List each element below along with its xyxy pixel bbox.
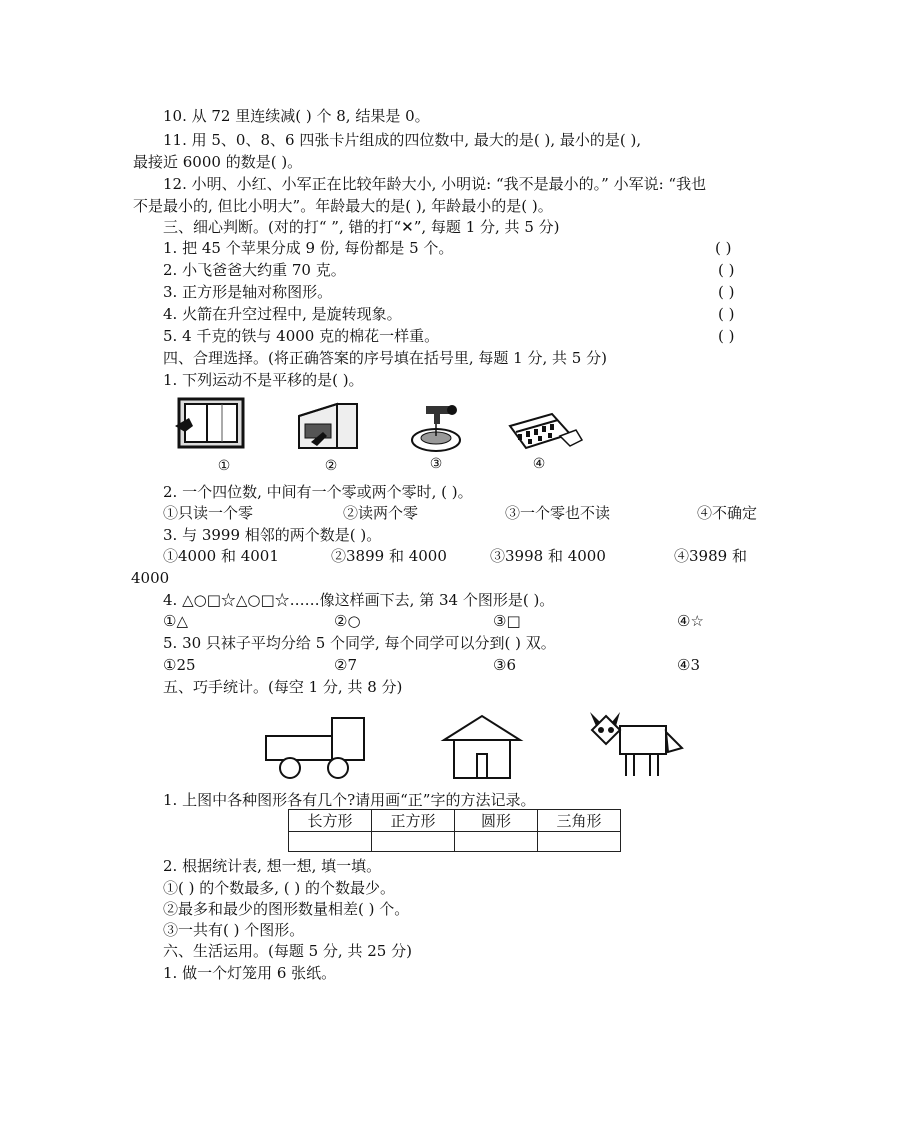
picture-caption-2: ② <box>324 458 338 474</box>
table-row <box>289 810 621 832</box>
picture-caption-3: ③ <box>429 456 443 472</box>
answer-paren: ( ) <box>718 261 735 279</box>
option: ④3989 和 <box>674 547 747 565</box>
section-6-heading: 六、生活运用。(每题 5 分, 共 25 分) <box>163 942 412 960</box>
stat-question-2-2: ②最多和最少的图形数量相差( ) 个。 <box>163 900 410 918</box>
option: ①△ <box>163 612 188 630</box>
answer-paren: ( ) <box>718 305 735 323</box>
question-11-line2: 最接近 6000 的数是( )。 <box>133 153 303 171</box>
tally-cell-circle[interactable] <box>455 832 538 852</box>
judge-item-1: 1. 把 45 个苹果分成 9 份, 每份都是 5 个。 <box>163 239 454 257</box>
section-3-heading: 三、细心判断。(对的打“ ”, 错的打“✕”, 每题 1 分, 共 5 分) <box>163 218 560 236</box>
judge-item-3: 3. 正方形是轴对称图形。 <box>163 283 333 301</box>
stat-question-2: 2. 根据统计表, 想一想, 填一填。 <box>163 857 382 875</box>
option: ①25 <box>163 656 196 674</box>
house-shape-picture <box>440 712 524 780</box>
question-12-line1: 12. 小明、小红、小军正在比较年龄大小, 小明说: “我不是最小的。” 小军说: “我也 <box>163 175 707 193</box>
judge-item-5: 5. 4 千克的铁与 4000 克的棉花一样重。 <box>163 327 440 345</box>
truck-shape-picture <box>260 712 372 782</box>
choice-question-1: 1. 下列运动不是平移的是( )。 <box>163 371 364 389</box>
option: ③一个零也不读 <box>505 504 611 522</box>
option: ②7 <box>334 656 357 674</box>
tally-cell-rectangle[interactable] <box>289 832 372 852</box>
tally-cell-square[interactable] <box>372 832 455 852</box>
option: ④☆ <box>677 612 704 630</box>
application-question-1: 1. 做一个灯笼用 6 张纸。 <box>163 964 337 982</box>
option: ④3 <box>677 656 700 674</box>
table-header-square: 正方形 <box>372 810 455 832</box>
option: ①只读一个零 <box>163 504 254 522</box>
answer-paren: ( ) <box>718 283 735 301</box>
choice-question-5: 5. 30 只袜子平均分给 5 个同学, 每个同学可以分到( ) 双。 <box>163 634 556 652</box>
option: ③6 <box>493 656 516 674</box>
table-header-triangle: 三角形 <box>538 810 621 832</box>
judge-item-4: 4. 火箭在升空过程中, 是旋转现象。 <box>163 305 402 323</box>
choice-question-4: 4. △○□☆△○□☆……像这样画下去, 第 34 个图形是( )。 <box>163 591 555 609</box>
tally-cell-triangle[interactable] <box>538 832 621 852</box>
option: ②3899 和 4000 <box>331 547 447 565</box>
stat-question-1: 1. 上图中各种图形各有几个?请用画“正”字的方法记录。 <box>163 791 536 809</box>
table-header-rectangle: 长方形 <box>289 810 372 832</box>
answer-paren: ( ) <box>715 239 732 257</box>
picture-caption-1: ① <box>217 458 231 474</box>
stat-question-2-1: ①( ) 的个数最多, ( ) 的个数最少。 <box>163 879 396 897</box>
section-4-heading: 四、合理选择。(将正确答案的序号填在括号里, 每题 1 分, 共 5 分) <box>163 349 607 367</box>
picture-caption-4: ④ <box>532 456 546 472</box>
choice-question-3: 3. 与 3999 相邻的两个数是( )。 <box>163 526 382 544</box>
table-header-circle: 圆形 <box>455 810 538 832</box>
option-wrap: 4000 <box>131 569 170 587</box>
option: ②读两个零 <box>343 504 419 522</box>
option: ③3998 和 4000 <box>490 547 606 565</box>
faucet-picture <box>408 402 464 456</box>
option: ③□ <box>493 612 521 630</box>
choice-question-2: 2. 一个四位数, 中间有一个零或两个零时, ( )。 <box>163 483 473 501</box>
option: ④不确定 <box>697 504 758 522</box>
judge-item-2: 2. 小飞爸爸大约重 70 克。 <box>163 261 346 279</box>
stat-question-2-3: ③一共有( ) 个图形。 <box>163 921 305 939</box>
question-11-line1: 11. 用 5、0、8、6 四张卡片组成的四位数中, 最大的是( ), 最小的是( ), <box>163 131 642 149</box>
sliding-window-picture <box>175 396 247 452</box>
drawer-picture <box>297 398 359 454</box>
answer-paren: ( ) <box>718 327 735 345</box>
option: ①4000 和 4001 <box>163 547 279 565</box>
question-12-line2: 不是最小的, 但比小明大”。年龄最大的是( ), 年龄最小的是( )。 <box>133 197 553 215</box>
table-row <box>289 832 621 852</box>
cow-shape-picture <box>586 708 686 780</box>
option: ②○ <box>334 612 361 630</box>
section-5-heading: 五、巧手统计。(每空 1 分, 共 8 分) <box>163 678 403 696</box>
tally-table <box>288 809 621 852</box>
question-10: 10. 从 72 里连续减( ) 个 8, 结果是 0。 <box>163 107 430 125</box>
abacus-picture <box>504 412 584 456</box>
